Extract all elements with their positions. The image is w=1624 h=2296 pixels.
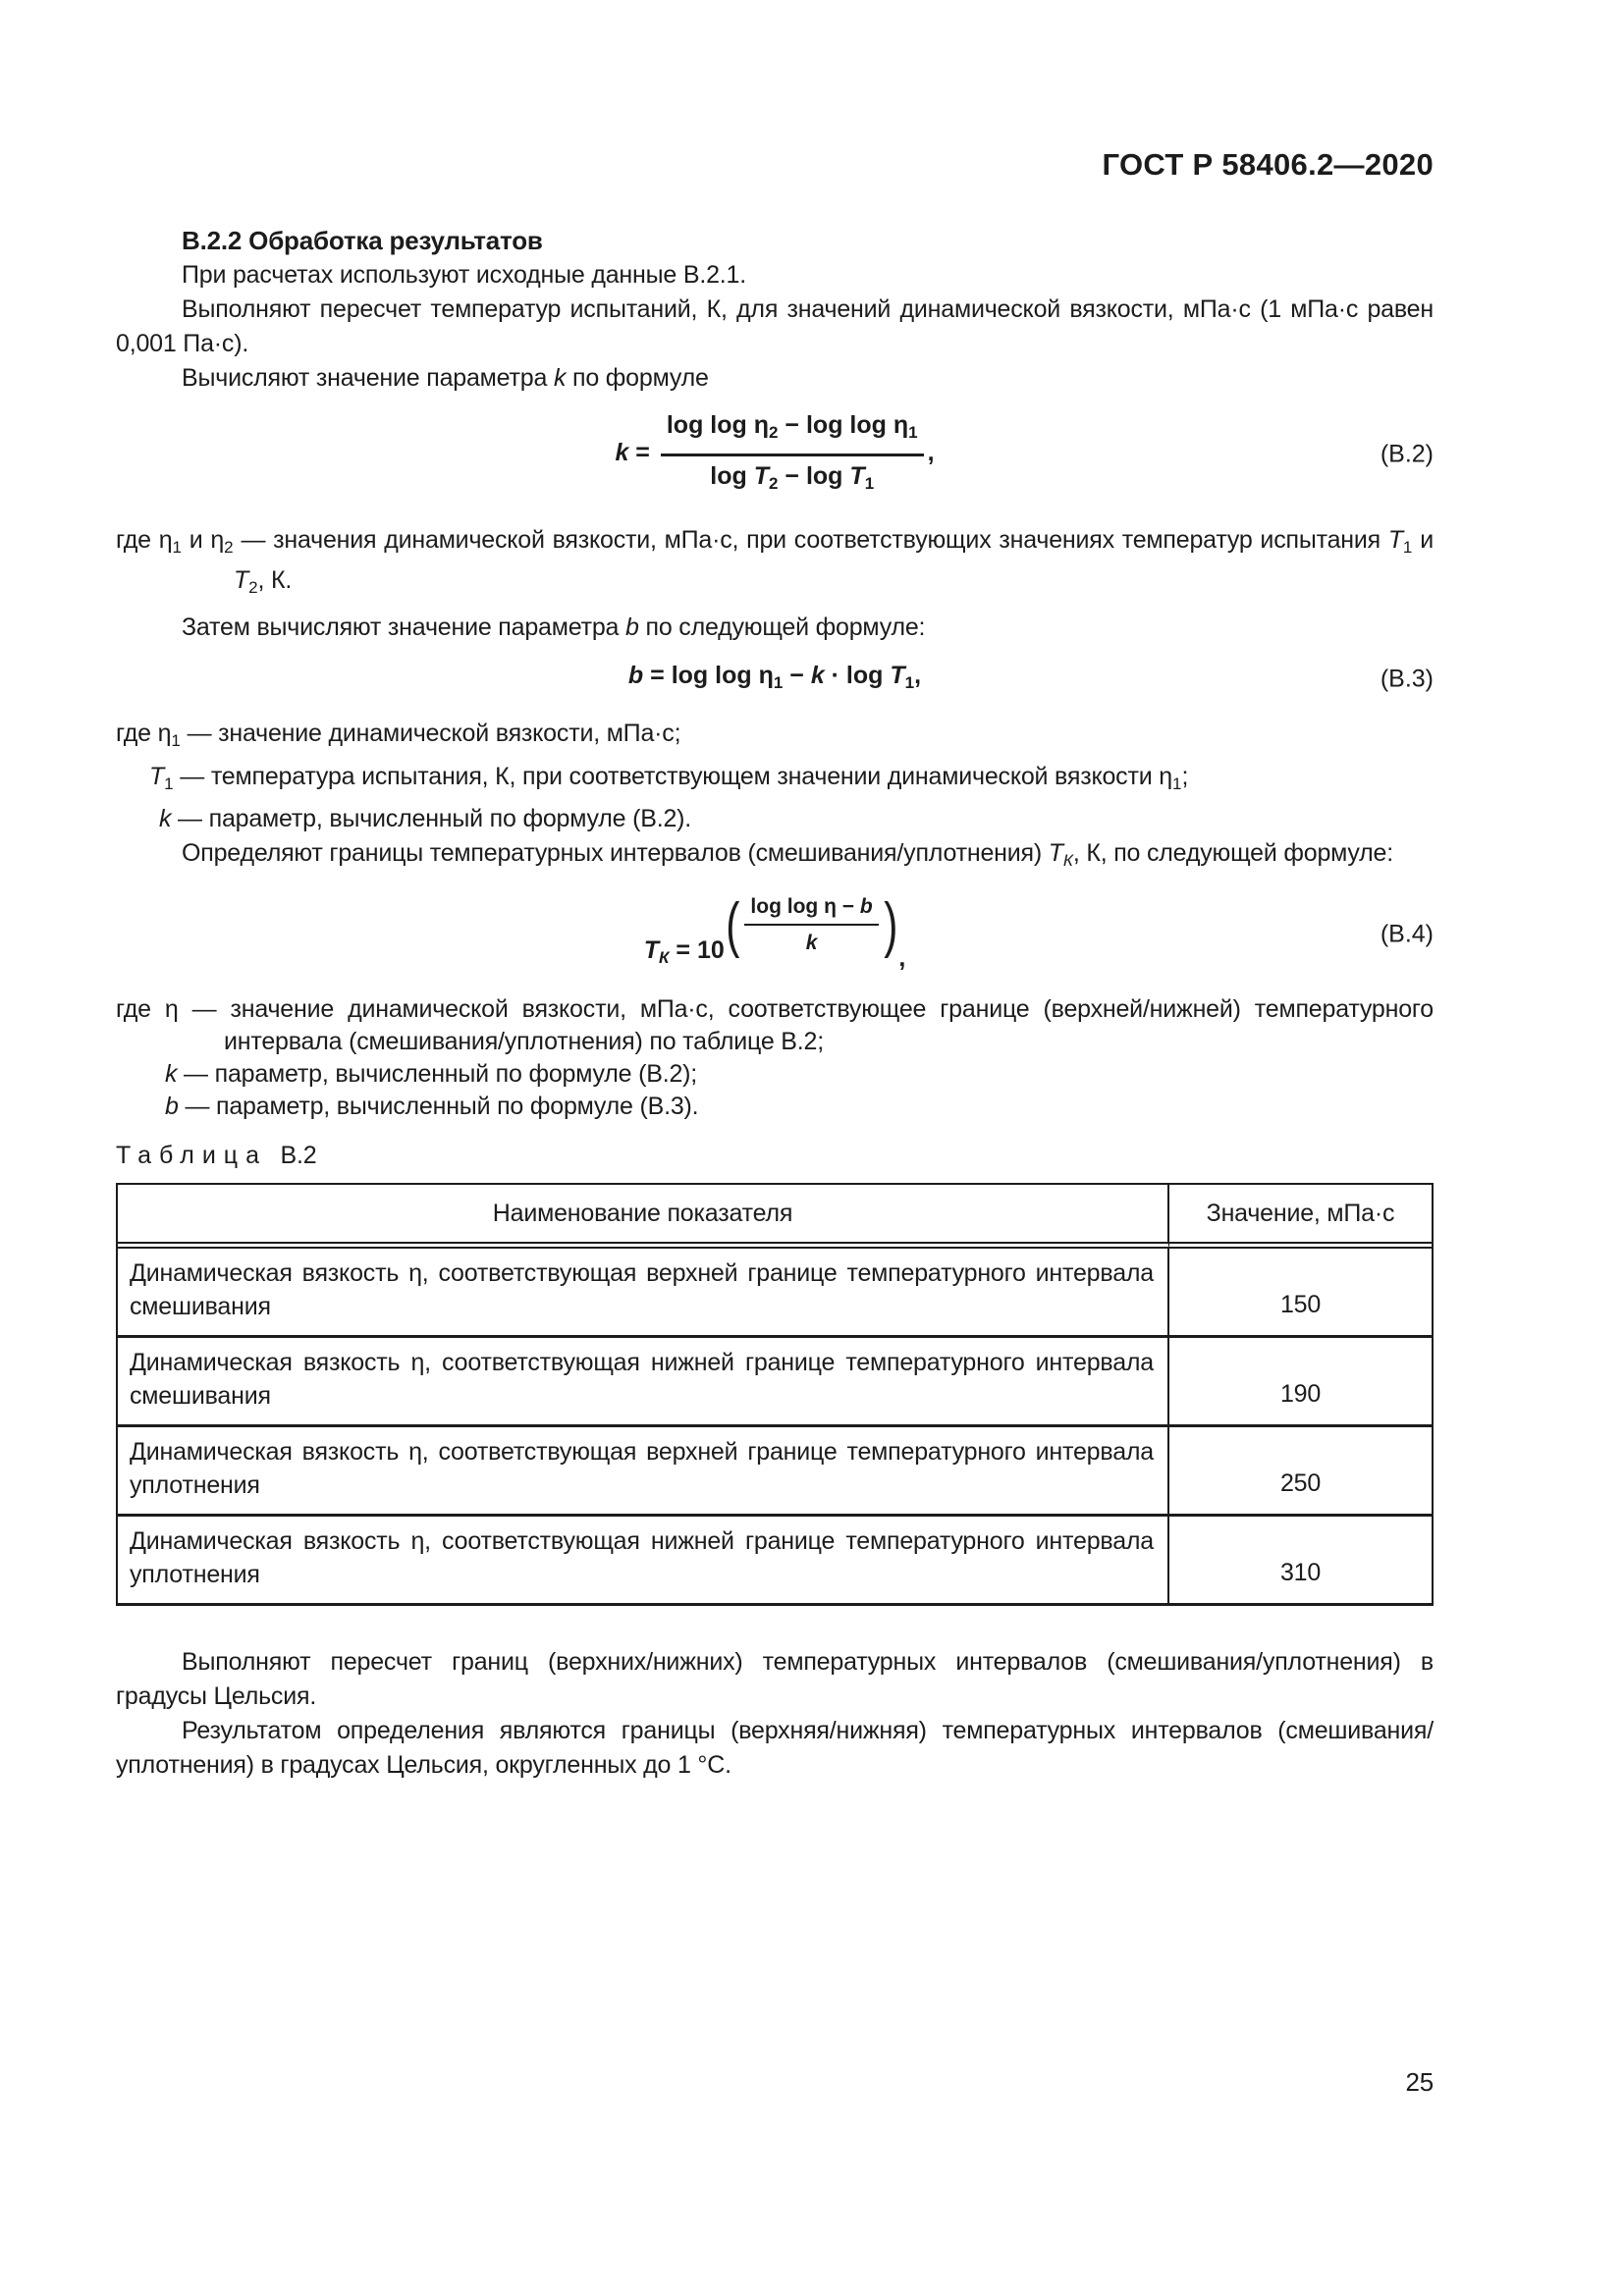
where-entry-eta: где η — значение динамической вязкости, мПа·с, соответствующее границе (верхней/нижней) температурного интервала (смешивания/уплотнения) по таблице В.2; (116, 995, 1434, 1055)
formula-b4-label: (В.4) (1380, 920, 1434, 948)
section-heading: В.2.2 Обработка результатов (182, 226, 543, 255)
formula-b3-expression: $b = \log \log \eta_1 - k \cdot \log T_1$, (627, 662, 922, 692)
table-row (118, 1249, 1432, 1338)
formula-b3 (116, 659, 1434, 700)
formula-b4-lhs: $T_К = 10$ (643, 936, 725, 967)
table-header-row (118, 1185, 1432, 1249)
para-recalc: Выполняют пересчет температур испытаний, К, для значений динамической вязкости, мПа·с (1 мПа·с равен 0,001 Па·с). (116, 295, 1434, 357)
row-value-cell: 190 (1169, 1338, 1432, 1427)
where-entry-k: k — параметр, вычисленный по формуле (В.2); (165, 1060, 698, 1088)
column-header-name: Наименование показателя (118, 1185, 1169, 1249)
table-caption (116, 1139, 1434, 1173)
where-entry-k: k — параметр, вычисленный по формуле (В.2). (159, 805, 692, 833)
table-row (118, 1338, 1432, 1427)
row-name-cell: Динамическая вязкость η, соответствующая верхней границе температурного интервала смешивания (118, 1249, 1169, 1338)
row-value-cell: 150 (1169, 1249, 1432, 1338)
formula-b2-expression (615, 411, 935, 493)
where-entry-eta1: где $\eta_1$ — значение динамической вязкости, мПа·с; (116, 719, 681, 750)
exponent-fraction (744, 891, 878, 958)
power-exponent (725, 891, 899, 958)
fraction (661, 407, 924, 502)
where-list-b3 (116, 716, 1434, 837)
table-caption-number: В.2 (280, 1142, 317, 1169)
paren-open: ( (726, 889, 740, 959)
formula-b2-comma: , (927, 439, 935, 467)
row-value-cell: 310 (1279, 1559, 1322, 1586)
formula-b4-comma: , (898, 944, 906, 972)
where-entry-b: b — параметр, вычисленный по формуле (В.3). (165, 1093, 699, 1120)
formula-b2-label: (В.2) (1380, 440, 1434, 468)
para-calc-k: Вычисляют значение параметра k по формуле (182, 364, 709, 392)
fraction-numerator: $\log \log \eta_2 - \log \log \eta_1$ (661, 407, 924, 456)
formula-b3-label: (В.3) (1380, 665, 1434, 693)
formula-b2-lhs: k = (615, 439, 657, 467)
viscosity-table (116, 1183, 1434, 1606)
row-name-cell: Динамическая вязкость η, соответствующая верхней границе температурного интервала уплотнения (118, 1427, 1169, 1517)
table-caption-word: Таблица (116, 1142, 268, 1169)
para-then: Затем вычисляют значение параметра b по следующей формуле: (182, 614, 926, 641)
paren-close: ) (883, 889, 898, 959)
fraction-denominator: $\log T_2 - \log T_1$ (710, 461, 875, 493)
where-list-b2: где $\eta_1$ и $\eta_2$ — значения динамической вязкости, мПа·с, при соответствующих значениях температур испытания $T_1$ и $T_2$, К. (116, 525, 1435, 597)
exponent-numerator: log log η − b (744, 891, 878, 926)
row-value-cell: 250 (1169, 1427, 1432, 1517)
closing-para-2: Результатом определения являются границы (верхняя/нижняя) температурных интервалов (смешивания/уплотнения) в градусах Цельсия, округленных до 1 °С. (116, 1717, 1434, 1779)
closing-para-1: Выполняют пересчет границ (верхних/нижних) температурных интервалов (смешивания/уплотнения) в градусы Цельсия. (116, 1648, 1434, 1710)
formula-b4 (116, 891, 1434, 978)
doc-number: ГОСТ Р 58406.2—2020 (1102, 147, 1434, 182)
para-define: Определяют границы температурных интервалов (смешивания/уплотнения) $T_К$, К, по следующей формуле: (182, 839, 1394, 870)
formula-b4-expression (644, 891, 906, 978)
page-number: 25 (1405, 2067, 1434, 2097)
para-intro: При расчетах используют исходные данные В.2.1. (182, 261, 746, 289)
where-entry-t1: $T_1$ — температура испытания, К, при соответствующем значении динамической вязкости $\eta_1$; (149, 762, 1189, 793)
formula-b2 (116, 407, 1434, 502)
row-name-cell: Динамическая вязкость η, соответствующая нижней границе температурного интервала смешивания (118, 1338, 1169, 1427)
table-row (118, 1427, 1432, 1517)
exponent-denominator: k (805, 932, 818, 954)
column-header-value: Значение, мПа·с (1169, 1185, 1432, 1249)
where-list-b4 (116, 993, 1434, 1123)
table-row (118, 1517, 1432, 1603)
row-name-cell: Динамическая вязкость η, соответствующая нижней границе температурного интервала уплотнения (118, 1517, 1169, 1603)
